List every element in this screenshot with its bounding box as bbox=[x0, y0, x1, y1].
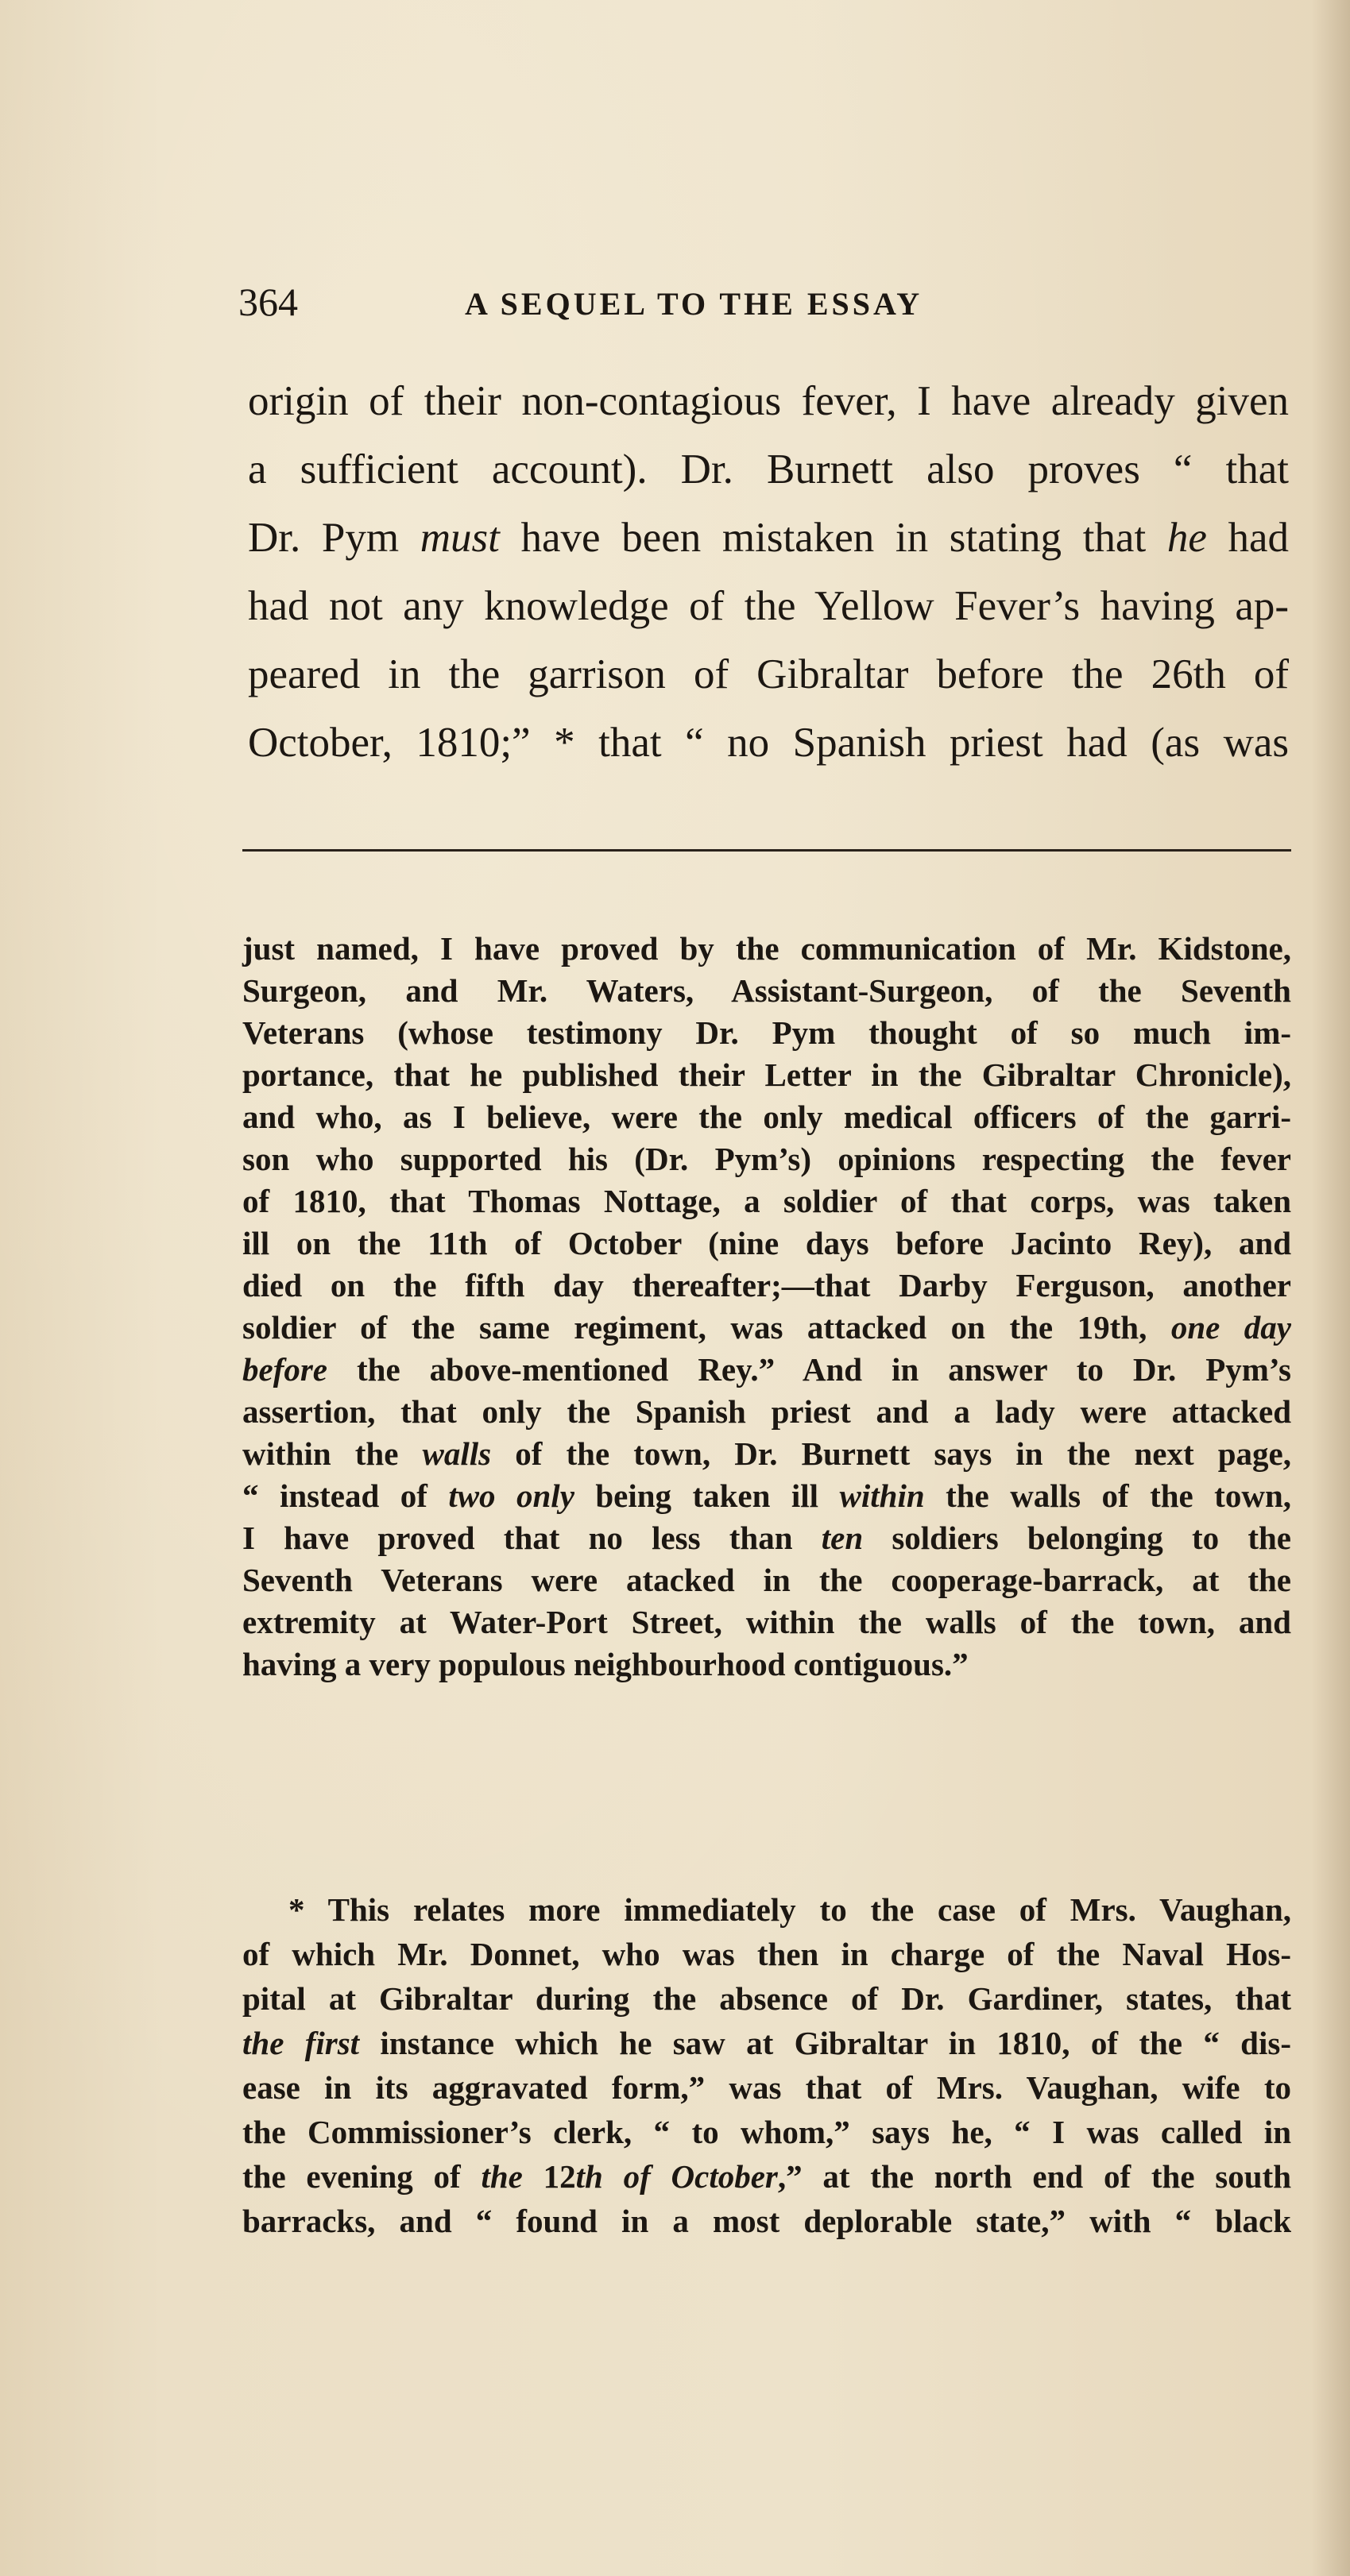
text-line: just named, I have proved by the communication of Mr. Kidstone, bbox=[242, 930, 1291, 967]
text-line: October, 1810;” * that “ no Spanish priest had (as was bbox=[248, 720, 1289, 766]
text-line: Dr. Pym must have been mistaken in stating that he had bbox=[248, 515, 1290, 561]
text-line: Surgeon, and Mr. Waters, Assistant-Surgeon, of the Seventh bbox=[242, 972, 1291, 1009]
page-number: 364 bbox=[238, 280, 298, 324]
text-line: soldier of the same regiment, was attacked on the 19th, one day bbox=[242, 1309, 1291, 1346]
text-line: * This relates more immediately to the case of Mrs. Vaughan, bbox=[288, 1891, 1291, 1928]
page-fold-shadow bbox=[1311, 0, 1350, 2576]
footnote-separator-rule bbox=[242, 849, 1291, 852]
text-line: portance, that he published their Letter in the Gibraltar Chronicle), bbox=[242, 1056, 1291, 1093]
text-line: had not any knowledge of the Yellow Fever’s having ap- bbox=[248, 583, 1289, 629]
text-line: a sufficient account). Dr. Burnett also proves “ that bbox=[248, 446, 1289, 492]
running-head: A SEQUEL TO THE ESSAY bbox=[465, 286, 923, 322]
text-line: son who supported his (Dr. Pym’s) opinions respecting the fever bbox=[242, 1141, 1291, 1177]
text-line: I have proved that no less than ten soldiers belonging to the bbox=[242, 1520, 1291, 1556]
main-body-text bbox=[248, 367, 1289, 777]
text-line: assertion, that only the Spanish priest and a lady were attacked bbox=[242, 1393, 1291, 1430]
text-line: peared in the garrison of Gibraltar before the 26th of bbox=[248, 651, 1289, 697]
text-line: of which Mr. Donnet, who was then in charge of the Naval Hos- bbox=[242, 1936, 1291, 1972]
text-line: ill on the 11th of October (nine days before Jacinto Rey), and bbox=[242, 1225, 1291, 1261]
text-line: the Commissioner’s clerk, “ to whom,” says he, “ I was called in bbox=[242, 2114, 1291, 2150]
text-line: of 1810, that Thomas Nottage, a soldier of that corps, was taken bbox=[242, 1183, 1291, 1219]
text-line: before the above-mentioned Rey.” And in answer to Dr. Pym’s bbox=[242, 1351, 1291, 1388]
text-line: having a very populous neighbourhood contiguous.” bbox=[242, 1646, 969, 1682]
text-line: ease in its aggravated form,” was that of Mrs. Vaughan, wife to bbox=[242, 2069, 1291, 2106]
text-line: “ instead of two only being taken ill within the walls of the town, bbox=[242, 1477, 1291, 1514]
text-line: and who, as I believe, were the only medical officers of the garri- bbox=[242, 1099, 1291, 1135]
text-line: extremity at Water-Port Street, within the walls of the town, and bbox=[242, 1604, 1291, 1640]
text-line: the first instance which he saw at Gibraltar in 1810, of the “ dis- bbox=[242, 2025, 1291, 2061]
page-header bbox=[238, 274, 1081, 330]
text-line: origin of their non-contagious fever, I have already given bbox=[248, 378, 1289, 424]
text-line: the evening of the 12th of October,” at the north end of the south bbox=[242, 2158, 1292, 2195]
text-line: barracks, and “ found in a most deplorable state,” with “ black bbox=[242, 2203, 1291, 2239]
text-line: pital at Gibraltar during the absence of Dr. Gardiner, states, that bbox=[242, 1980, 1291, 2017]
footnote-continued bbox=[242, 928, 1291, 1686]
text-line: died on the fifth day thereafter;—that Darby Ferguson, another bbox=[242, 1267, 1291, 1303]
footnote-star bbox=[242, 1887, 1291, 2243]
text-line: Seventh Veterans were atacked in the cooperage-barrack, at the bbox=[242, 1562, 1291, 1598]
text-line: within the walls of the town, Dr. Burnett says in the next page, bbox=[242, 1435, 1291, 1472]
text-line: Veterans (whose testimony Dr. Pym thought of so much im- bbox=[242, 1014, 1291, 1051]
